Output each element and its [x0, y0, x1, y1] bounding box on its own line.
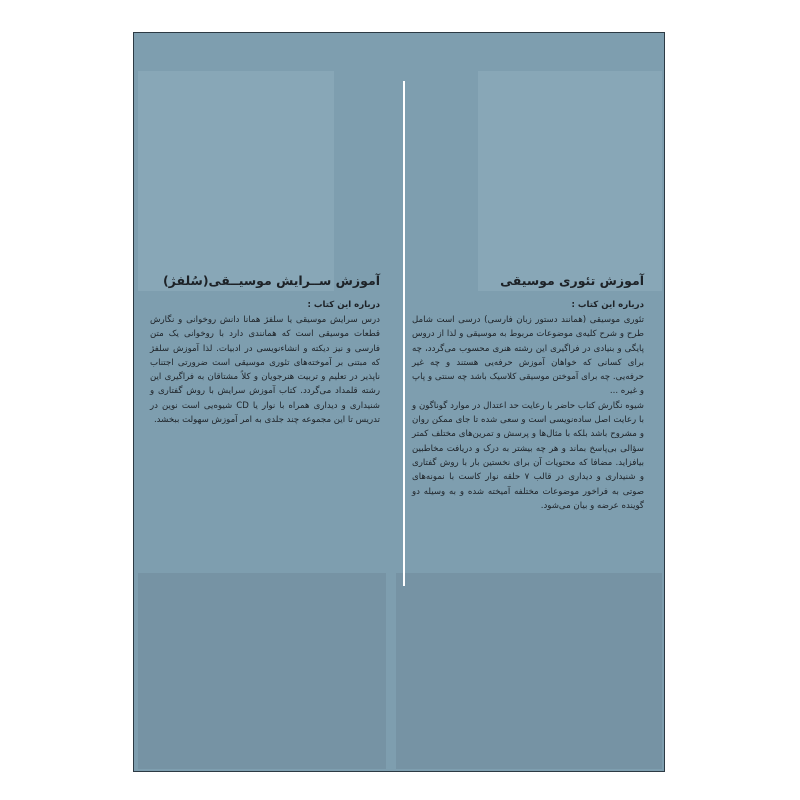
right-book-paragraph-1: تئوری موسیقی (همانند دستور زبان فارسی) درسی است شامل طرح و شرح کلیه‌ی موضوعات مربوط به موسیقی و لذا از دروس پایگی و بنیادی در فراگیری این رشته هنری محسوب می‌گردد، چه برای کسانی که خواهان آموزش حرفه‌یی هستند و چه غیر حرفه‌یی. چه برای آموختن موسیقی کلاسیک باشد چه سنتی و پاپ و غیره ... [412, 315, 644, 397]
column-divider [403, 81, 405, 586]
right-book-title: آموزش تئوری موسیقی [500, 273, 644, 288]
cover-panel-bottom-left [138, 573, 386, 769]
cover-panel-bottom-right [396, 573, 662, 769]
cover-panel-top-right [478, 71, 662, 291]
cover-panel-top-left [138, 71, 334, 291]
right-book-description [412, 273, 644, 513]
left-book-title: آموزش ســرایش موسیــقی(سُلفژ) [162, 273, 380, 288]
right-book-subtitle: درباره این کتاب : [571, 300, 644, 310]
right-book-paragraph-2: شیوه نگارش کتاب حاضر با رعایت حد اعتدال در موارد گوناگون و با رعایت اصل ساده‌نویسی است و سعی شده تا جای ممکن روان و مشروح باشد بلکه با مثال‌ها و پرسش و تمرین‌های مختلف کمتر سؤالی بی‌پاسخ بماند و هر چه بیشتر به درک و دریافت مخاطبین بیافزاید. مضافا که محتویات آن برای نخستین بار با روش گفتاری و شنیداری و دیداری در قالب ۷ حلقه نوار کاست با نمونه‌های صوتی به فراخور موضوعات مختلفه آمیخته شده و به وسیله دو گوینده عرضه و بیان می‌شود. [412, 400, 644, 511]
left-book-paragraph: درس سرایش موسیقی یا سلفژ همانا دانش روخوانی و نگارش قطعات موسیقی است که همانندی دارد با روخوانی یک متن فارسی و نیز دیکته و انشا‌ء‌نویسی در ادبیات. لذا آموزش سلفژ که مبتنی بر آموخته‌های تئوری موسیقی است ضرورتی اجتناب ناپذیر در تعلیم و تربیت هنرجویان و کلاً مشتاقان به فراگیری این رشته قلمداد می‌گردد. کتاب آموزش سرایش با روش گفتاری و شنیداری و دیداری همراه با نوار یا CD شیوه‌یی است نوین در تدریس تا این مجموعه چند جلدی به امر آموزش سهولت ببخشد. [150, 315, 380, 426]
left-book-subtitle: درباره این کتاب : [307, 300, 380, 310]
book-back-cover [133, 32, 665, 772]
left-book-description [150, 273, 380, 427]
